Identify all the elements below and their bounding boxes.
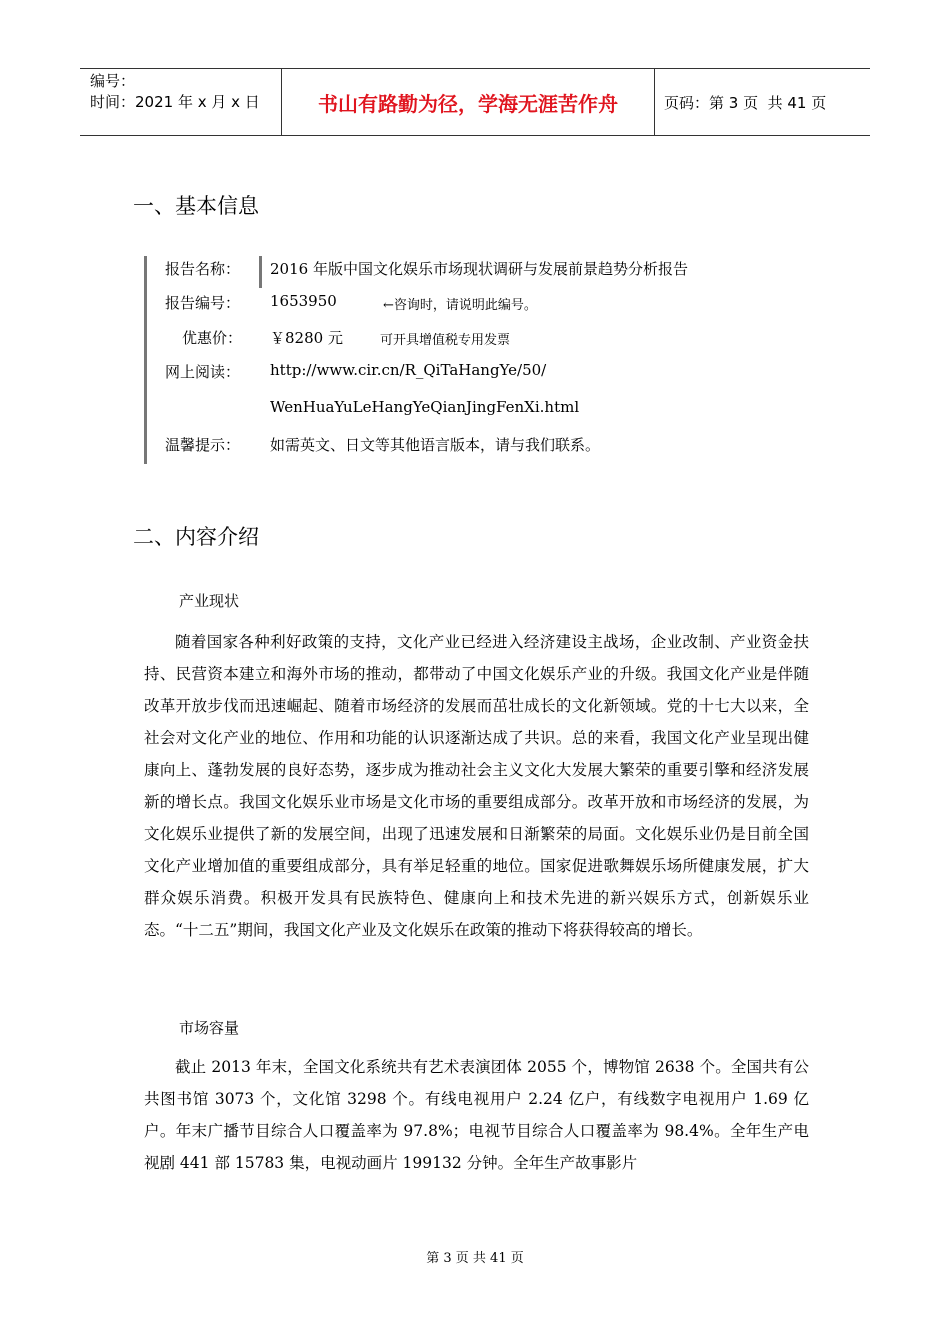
value-url-line2[interactable]: WenHuaYuLeHangYeQianJingFenXi.html: [270, 398, 580, 416]
value-url-line1[interactable]: http://www.cir.cn/R_QiTaHangYe/50/: [270, 361, 547, 379]
paragraph-market-capacity: 截止 2013 年末，全国文化系统共有艺术表演团体 2055 个，博物馆 2638 个。全国共有公共图书馆 3073 个，文化馆 3298 个。有线电视用户 2.24 亿户，有线数字电视用户 1.69 亿户。年末广播节目综合人口覆盖率为 97.8%；电视节目综合人口覆盖率为 98.4%。全年生产电视剧 441 部 15783 集，电视动画片 199132 分钟。全年生产故事影片: [144, 1058, 809, 1172]
label-online-read: 网上阅读：: [165, 363, 241, 381]
label-report-code: 报告编号：: [165, 294, 241, 312]
page-header: [80, 68, 870, 136]
subheading-market-capacity: 市场容量: [179, 1019, 240, 1037]
header-time: 时间：2021 年 x 月 x 日: [90, 93, 260, 111]
note-price: 可开具增值税专用发票: [380, 333, 511, 348]
value-price: ￥8280 元: [270, 329, 343, 347]
header-motto: 书山有路勤为径，学海无涯苦作舟: [318, 91, 618, 116]
section-title-basic-info: 一、基本信息: [133, 194, 259, 218]
value-report-name: 2016 年版中国文化娱乐市场现状调研与发展前景趋势分析报告: [270, 260, 688, 278]
header-number: 编号：: [90, 72, 136, 90]
page-footer: 第 3 页 共 41 页: [426, 1251, 524, 1266]
value-report-code: 1653950: [270, 292, 337, 310]
label-report-name: 报告名称：: [165, 260, 241, 278]
header-meta: [90, 71, 260, 113]
subheading-industry-status: 产业现状: [179, 592, 240, 610]
label-tip: 温馨提示：: [165, 436, 241, 454]
label-price: 优惠价：: [182, 329, 243, 347]
header-page-code: 页码：第 3 页 共 41 页: [664, 93, 827, 112]
info-name-bar: [259, 256, 262, 288]
note-report-code: ←咨询时，请说明此编号。: [383, 298, 537, 313]
header-divider: [654, 69, 655, 135]
paragraph-industry-status: 随着国家各种利好政策的支持，文化产业已经进入经济建设主战场，企业改制、产业资金扶持、民营资本建立和海外市场的推动，都带动了中国文化娱乐产业的升级。我国文化产业是伴随改革开放步伐而迅速崛起、随着市场经济的发展而茁壮成长的文化新领域。党的十七大以来，全社会对文化产业的地位、作用和功能的认识逐渐达成了共识。总的来看，我国文化产业呈现出健康向上、蓬勃发展的良好态势，逐步成为推动社会主义文化大发展大繁荣的重要引擎和经济发展新的增长点。我国文化娱乐业市场是文化市场的重要组成部分。改革开放和市场经济的发展，为文化娱乐业提供了新的发展空间，出现了迅速发展和日渐繁荣的局面。文化娱乐业仍是目前全国文化产业增加值的重要组成部分，具有举足轻重的地位。国家促进歌舞娱乐场所健康发展，扩大群众娱乐消费。积极开发具有民族特色、健康向上和技术先进的新兴娱乐方式，创新娱乐业态。“十二五”期间，我国文化产业及文化娱乐在政策的推动下将获得较高的增长。: [144, 633, 809, 939]
value-tip: 如需英文、日文等其他语言版本，请与我们联系。: [270, 436, 601, 454]
section-title-content: 二、内容介绍: [133, 525, 259, 549]
info-bar: [144, 256, 147, 464]
